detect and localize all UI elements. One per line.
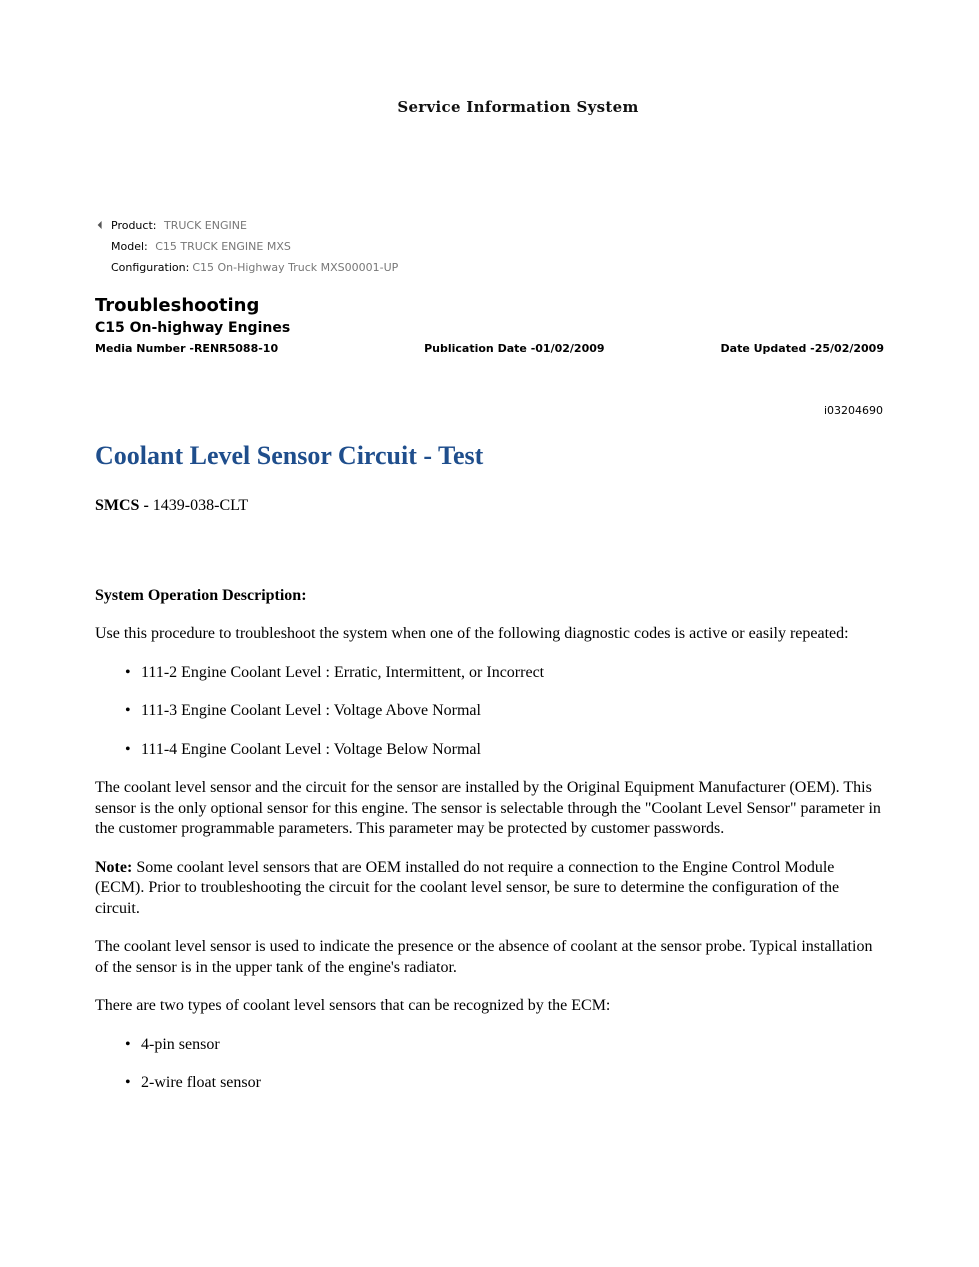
article-body — [95, 496, 885, 1112]
document-header — [95, 294, 884, 355]
configuration-value: C15 On-Highway Truck MXS00001-UP — [192, 261, 399, 274]
diagnostic-code: 111-4 Engine Coolant Level : Voltage Below Normal — [141, 740, 481, 758]
section-heading-text: System Operation Description: — [95, 586, 307, 604]
model-value: C15 TRUCK ENGINE MXS — [155, 240, 291, 253]
bullet-icon: • — [125, 663, 131, 681]
section-heading — [95, 586, 885, 607]
list-item — [125, 740, 885, 761]
document-type: Troubleshooting — [95, 295, 260, 316]
document-engine: C15 On-highway Engines — [95, 320, 291, 336]
smcs-line — [95, 496, 885, 517]
paragraph-indication: The coolant level sensor is used to indicate the presence or the absence of coolant at the sensor probe. Typical installation of the sensor is in the upper tank of the engine's radiator. — [95, 938, 873, 976]
sensor-type: 4-pin sensor — [141, 1035, 220, 1053]
intro-paragraph: Use this procedure to troubleshoot the system when one of the following diagnostic codes is active or easily repeated: — [95, 625, 849, 642]
document-id: i03204690 — [823, 404, 883, 417]
product-label: Product: — [111, 219, 157, 232]
note-text: Some coolant level sensors that are OEM installed do not require a connection to the Engine Control Module (ECM). Prior to troubleshooting the circuit for the coolant level sensor, be sure to determine the configuration of the circuit. — [95, 858, 840, 917]
breadcrumb-model — [95, 236, 398, 257]
smcs-value: 1439-038-CLT — [152, 497, 249, 514]
model-label: Model: — [111, 240, 148, 253]
bullet-icon: • — [125, 702, 131, 719]
breadcrumb-configuration — [95, 257, 398, 278]
list-item — [125, 663, 885, 684]
sensor-type: 2-wire float sensor — [141, 1074, 261, 1091]
list-item — [125, 1073, 885, 1094]
chevron-left-icon[interactable]: ⏴ — [97, 219, 103, 232]
diagnostic-code: 111-2 Engine Coolant Level : Erratic, Intermittent, or Incorrect — [141, 663, 545, 681]
publication-date: Publication Date -01/02/2009 — [424, 342, 605, 355]
breadcrumb — [95, 215, 398, 278]
list-item — [125, 701, 885, 722]
note-paragraph — [95, 858, 885, 920]
paragraph-oem: The coolant level sensor and the circuit for the sensor are installed by the Original Equipment Manufacturer (OEM). This sensor is the only optional sensor for this engine. The sensor is selectable through the "Coolant Level Sensor" parameter in the customer programmable parameters. This parameter may be protected by customer passwords. — [95, 779, 881, 837]
list-item — [125, 1035, 885, 1056]
site-title: Service Information System — [397, 98, 639, 116]
smcs-label: SMCS - — [95, 497, 149, 514]
product-value: TRUCK ENGINE — [163, 219, 247, 232]
paragraph-types: There are two types of coolant level sensors that can be recognized by the ECM: — [95, 997, 611, 1014]
bullet-icon: • — [125, 740, 131, 758]
breadcrumb-product — [95, 215, 398, 236]
diagnostic-code: 111-3 Engine Coolant Level : Voltage Above Normal — [141, 702, 481, 719]
note-label: Note: — [95, 858, 133, 876]
bullet-icon: • — [125, 1074, 131, 1091]
media-number: Media Number -RENR5088-10 — [95, 342, 279, 355]
date-updated: Date Updated -25/02/2009 — [720, 342, 884, 355]
configuration-label: Configuration: — [111, 261, 190, 274]
bullet-icon: • — [125, 1035, 131, 1053]
page-title: Coolant Level Sensor Circuit - Test — [95, 441, 484, 470]
document-meta — [95, 342, 884, 355]
